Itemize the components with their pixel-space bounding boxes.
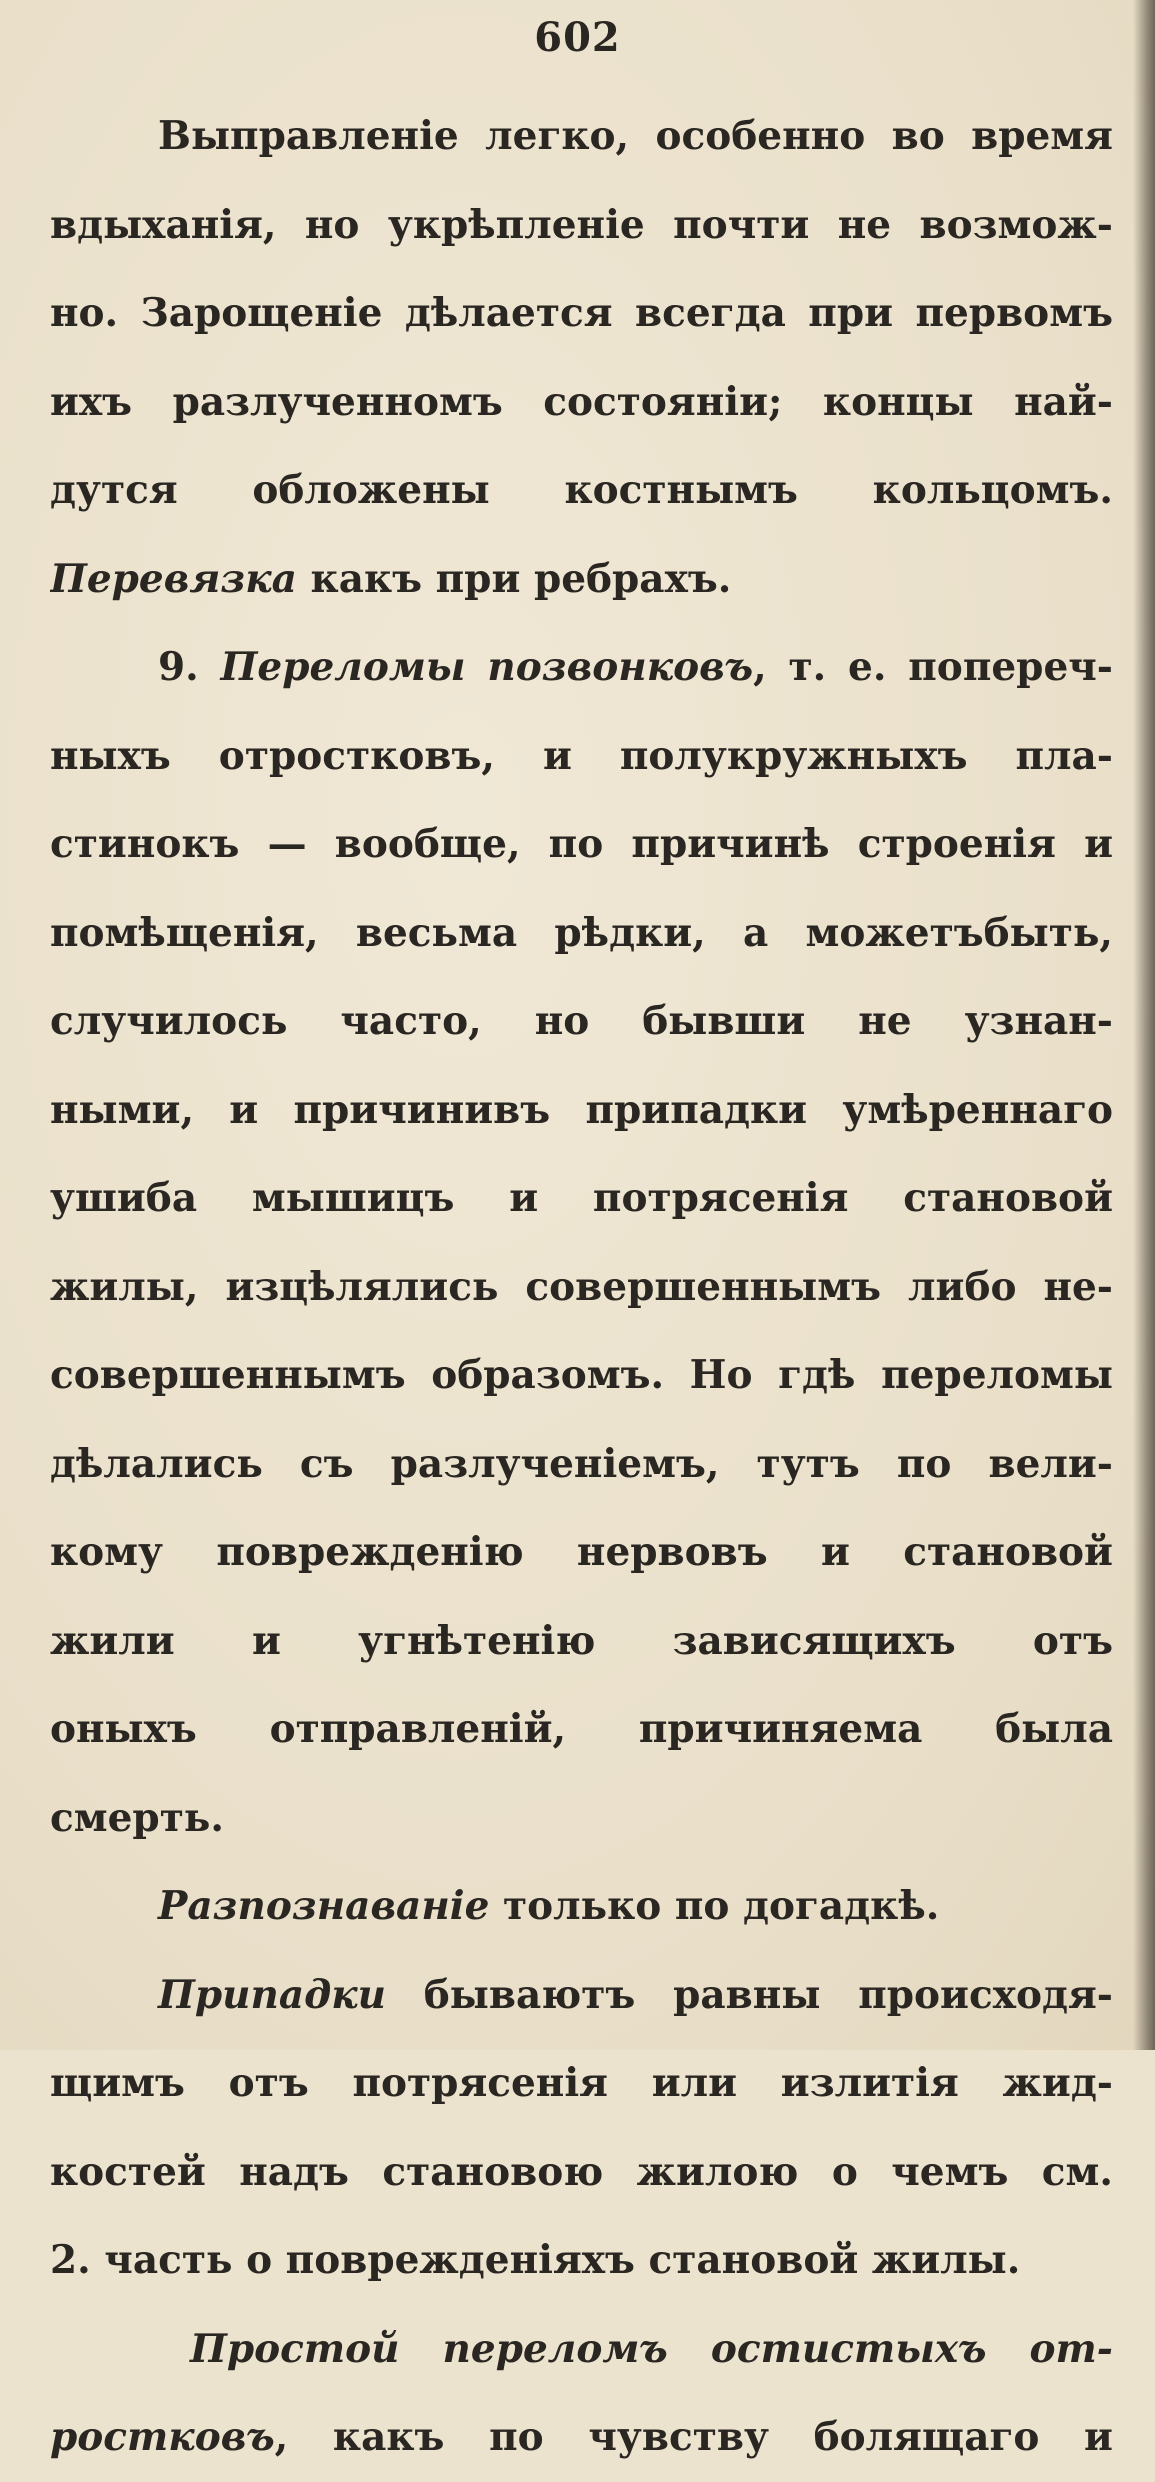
text-line (50, 889, 1113, 978)
text-line (50, 623, 1113, 712)
text-line (50, 1862, 1113, 1951)
text-line (50, 2216, 1113, 2305)
text-line (50, 977, 1113, 1066)
text-line (50, 1154, 1113, 1243)
text-segment: щимъ отъ потрясенія или излитія жид- (50, 2060, 1113, 2106)
text-line (50, 1420, 1113, 1509)
text-segment: , какъ по чувству болящаго и (274, 2414, 1113, 2460)
text-line (50, 712, 1113, 801)
text-line (50, 1774, 1113, 1863)
text-line (50, 1243, 1113, 1332)
text-line (50, 535, 1113, 624)
text-segment: жили и угнѣтенію зависящихъ отъ (50, 1617, 1113, 1664)
text-line (50, 1508, 1113, 1597)
text-line (50, 2128, 1113, 2217)
text-segment: костей надъ становою жилою о чемъ см. (50, 2148, 1113, 2195)
text-segment: оныхъ отправленій, причиняема была (50, 1706, 1113, 1752)
text-line (50, 358, 1113, 447)
text-segment: 2. часть о поврежденіяхъ становой жилы. (50, 2237, 1021, 2283)
text-segment: случилось часто, но бывши не узнан- (50, 998, 1113, 1044)
italic-text: Простой переломъ остистыхъ от- (190, 2325, 1113, 2372)
italic-text: Припадки (158, 1971, 386, 2018)
text-segment: , т. е. попереч- (753, 644, 1113, 690)
text-line (50, 1597, 1113, 1686)
text-line (50, 2039, 1113, 2128)
italic-text: Разпознаваніе (158, 1883, 490, 1929)
text-line (50, 1331, 1113, 1420)
text-line (50, 269, 1113, 358)
text-segment: кому поврежденію нервовъ и становой (50, 1529, 1113, 1575)
italic-text: Переломы позвонковъ (220, 644, 754, 690)
text-segment: жилы, изцѣлялись совершеннымъ либо не- (50, 1263, 1113, 1310)
page-edge-shadow (1133, 0, 1155, 2050)
text-segment: ушиба мышицъ и потрясенія становой (50, 1175, 1113, 1221)
text-segment: помѣщенія, весьма рѣдки, а можетъбыть, (50, 909, 1113, 956)
italic-text: ростковъ (50, 2414, 275, 2460)
text-line (50, 2305, 1113, 2394)
text-line (50, 181, 1113, 270)
text-segment: ихъ разлученномъ состояніи; концы най- (50, 378, 1113, 425)
text-line (50, 1951, 1113, 2040)
text-segment: какъ при ребрахъ. (296, 555, 732, 602)
text-line (50, 800, 1113, 889)
text-line (50, 2393, 1113, 2482)
page-number: 602 (534, 14, 621, 61)
text-line (50, 446, 1113, 535)
text-segment: дѣлались съ разлученіемъ, тутъ по вели- (50, 1440, 1113, 1487)
text-segment: бываютъ равны происходя- (385, 1971, 1113, 2018)
text-segment: вдыханія, но укрѣпленіе почти не возмож- (50, 201, 1113, 248)
text-segment: смерть. (50, 1794, 224, 1841)
text-segment: Выправленіе легко, особенно во время (158, 113, 1113, 159)
italic-text: Перевязка (50, 555, 297, 602)
text-segment: 9. (158, 644, 221, 690)
text-segment: совершеннымъ образомъ. Но гдѣ переломы (50, 1352, 1113, 1398)
text-segment: дутся обложены костнымъ кольцомъ. (50, 467, 1113, 513)
text-line (50, 1066, 1113, 1155)
text-line (50, 1685, 1113, 1774)
text-segment: но. Зарощеніе дѣлается всегда при первомъ (50, 290, 1113, 336)
page-text (50, 92, 1113, 2482)
text-line (50, 92, 1113, 181)
text-segment: стинокъ — вообще, по причинѣ строенія и (50, 821, 1113, 867)
text-segment: ныхъ отростковъ, и полукружныхъ пла- (50, 732, 1113, 779)
text-segment: ными, и причинивъ припадки умѣреннаго (50, 1086, 1113, 1133)
text-segment: только по догадкѣ. (489, 1883, 940, 1929)
